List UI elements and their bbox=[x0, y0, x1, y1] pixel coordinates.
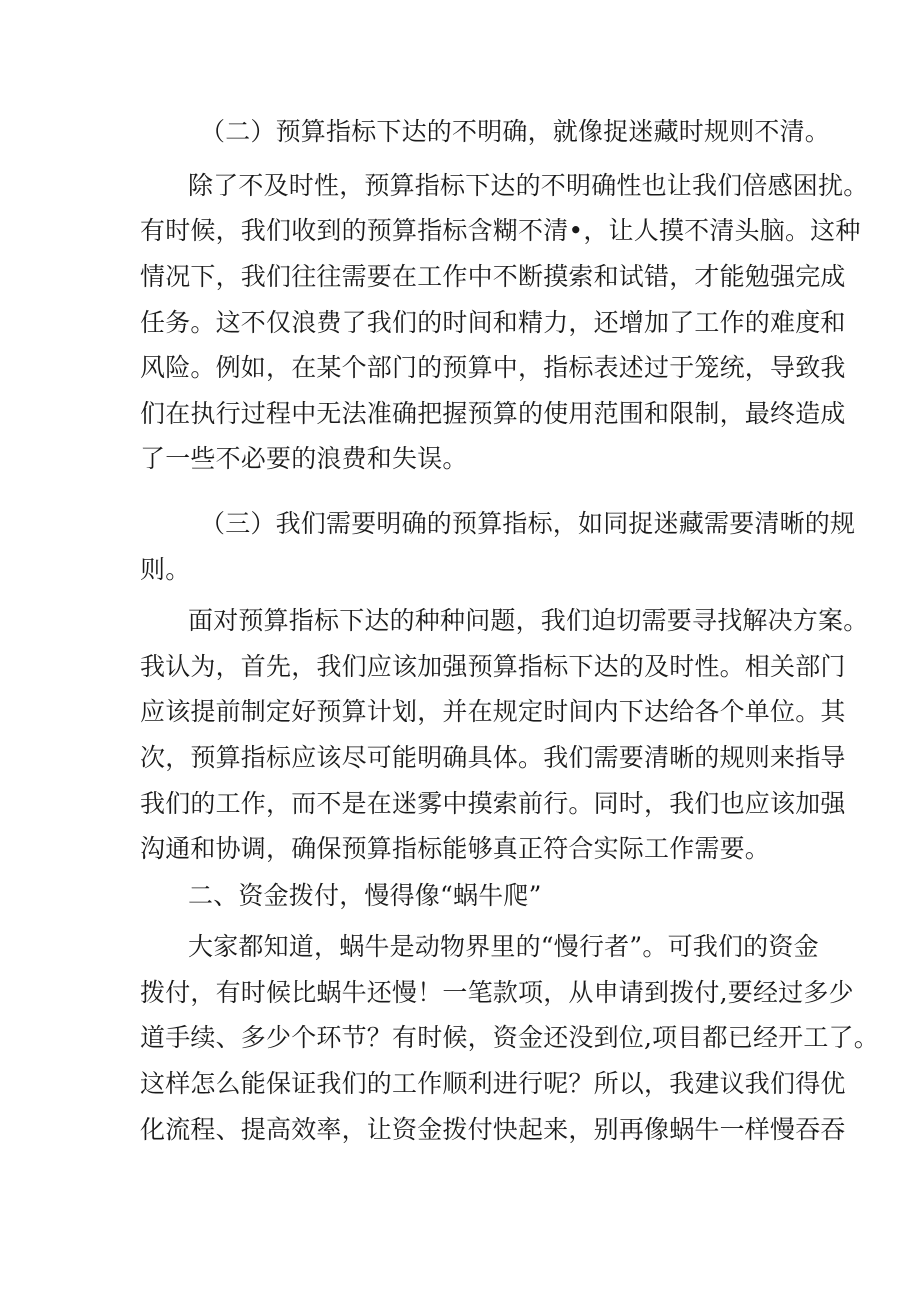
section-heading-2: （二）预算指标下达的不明确，就像捉迷藏时规则不清。 bbox=[200, 117, 831, 146]
paragraph-line: 除了不及时性，预算指标下达的不明确性也让我们倍感困扰。 bbox=[188, 171, 869, 200]
section-heading-3-continued: 则。 bbox=[140, 555, 191, 584]
paragraph-line: 应该提前制定好预算计划，并在规定时间内下达给各个单位。其 bbox=[140, 697, 846, 726]
paragraph-line: 有时候，我们收到的预算指标含糊不清•，让人摸不清头脑。这种 bbox=[140, 216, 861, 245]
paragraph-line: 面对预算指标下达的种种问题，我们迫切需要寻找解决方案。 bbox=[188, 606, 869, 635]
paragraph-line: 次，预算指标应该尽可能明确具体。我们需要清晰的规则来指导 bbox=[140, 743, 846, 772]
paragraph-line: 我们的工作，而不是在迷雾中摸索前行。同时，我们也应该加强 bbox=[140, 789, 846, 818]
paragraph-line: 大家都知道，蜗牛是动物界里的“慢行者”。可我们的资金 bbox=[188, 932, 819, 961]
chapter-heading: 二、资金拨付，慢得像“蜗牛爬” bbox=[188, 881, 542, 910]
section-heading-3: （三）我们需要明确的预算指标，如同捉迷藏需要清晰的规 bbox=[200, 509, 856, 538]
paragraph-line: 了一些不必要的浪费和失误。 bbox=[140, 444, 468, 473]
paragraph-line: 沟通和协调，确保预算指标能够真正符合实际工作需要。 bbox=[140, 834, 771, 863]
paragraph-line: 化流程、提高效率，让资金拨付快起来，别再像蜗牛一样慢吞吞 bbox=[140, 1115, 846, 1144]
paragraph-line: 们在执行过程中无法准确把握预算的使用范围和限制，最终造成 bbox=[140, 399, 846, 428]
paragraph-line: 这样怎么能保证我们的工作顺利进行呢？所以，我建议我们得优 bbox=[140, 1069, 846, 1098]
paragraph-line: 道手续、多少个环节？有时候，资金还没到位,项目都已经开工了。 bbox=[140, 1023, 879, 1052]
paragraph-line: 任务。这不仅浪费了我们的时间和精力，还增加了工作的难度和 bbox=[140, 308, 846, 337]
paragraph-line: 风险。例如，在某个部门的预算中，指标表述过于笼统，导致我 bbox=[140, 353, 846, 382]
paragraph-line: 拨付，有时候比蜗牛还慢！一笔款项，从申请到拨付,要经过多少 bbox=[140, 978, 854, 1007]
paragraph-line: 我认为，首先，我们应该加强预算指标下达的及时性。相关部门 bbox=[140, 652, 846, 681]
paragraph-line: 情况下，我们往往需要在工作中不断摸索和试错，才能勉强完成 bbox=[140, 262, 846, 291]
